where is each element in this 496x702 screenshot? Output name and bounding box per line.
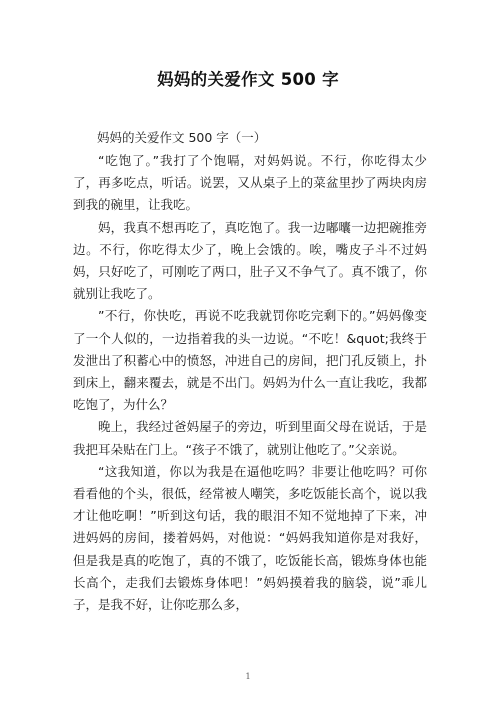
paragraph: “这我知道，你以为我是在逼他吃吗？非要让他吃吗？可你看看他的个头，很低，经常被人嘲笑，多吃饭能长高个，说以我才让他吃啊！”听到这句话，我的眼泪不知不觉地掉了下来，冲进妈妈的房间，搂着妈妈，对他说：“妈妈我知道你是对我好，但是我是真的吃饱了，真的不饿了，吃饭能长高，锻炼身体也能长高个，走我们去锻炼身体吧！”妈妈摸着我的脑袋，说”乖儿子，是我不好，让你吃那么多， — [73, 463, 427, 613]
paragraph: 妈，我真不想再吃了，真吃饱了。我一边嘟囔一边把碗推旁边。不行，你吃得太少了，晚上会饿的。唉，嘴皮子斗不过妈妈，只好吃了，可刚吃了两口，肚子又不争气了。真不饿了，你就别让我吃了。 — [73, 219, 427, 302]
section-subtitle: 妈妈的关爱作文 500 字（一） — [97, 130, 267, 145]
paragraph: 晚上，我经过爸妈屋子的旁边，听到里面父母在说话，于是我把耳朵贴在门上。“孩子不饿了，就别让他吃了。”父亲说。 — [73, 419, 427, 457]
document-title: 妈妈的关爱作文 500 字 — [157, 70, 339, 89]
paragraph: ”不行，你快吃，再说不吃我就罚你吃完剩下的。”妈妈像变了一个人似的，一边指着我的头一边说。“不吃！&quot;我终于发泄出了积蓄心中的愤怒，冲进自己的房间，把门孔反锁上，扑到床上，翻来覆去，就是不出门。妈妈为什么一直让我吃，我都吃饱了，为什么？ — [73, 308, 427, 413]
document-body — [73, 127, 427, 616]
paragraph: “吃饱了。”我打了个饱嗝，对妈妈说。不行，你吃得太少了，再多吃点，听话。说罢，又从桌子上的菜盆里抄了两块肉房到我的碗里，让我吃。 — [73, 153, 427, 213]
page-number: 1 — [245, 672, 251, 681]
